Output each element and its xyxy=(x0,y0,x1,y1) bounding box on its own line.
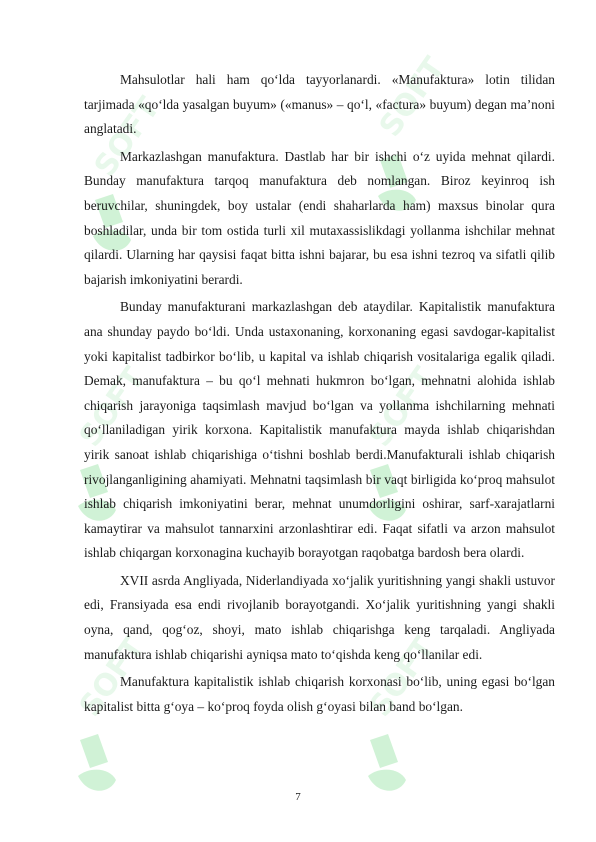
document-body xyxy=(84,68,555,722)
paragraph: Bunday manufakturani markazlashgan deb ataydilar. Kapitalistik manufaktura ana shunday paydo bo‘ldi. Unda ustaxonaning, korxonaning egasi savdogar-kapitalist yoki kapitalist tadbirkor bo‘lib, u kapital va ishlab chiqarish vositalariga egalik qiladi. Demak, manufaktura – bu qo‘l mehnati hukmron bo‘lgan, mehnatni alohida ishlab chiqarish jarayoniga taqsimlash mavjud bo‘lgan va yollanma ishchilarning mehnati qo‘llaniladigan yirik korxona. Kapitalistik manufaktura mayda ishlab chiqarishdan yirik sanoat ishlab chiqarishiga o‘tishni boshlab berdi.Manufakturali ishlab chiqarish rivojlanganligining ahamiyati. Mehnatni taqsimlash bir vaqt birligida ko‘proq mahsulot ishlab chiqarish imkoniyatini berar, mehnat unumdorligini oshirar, sarf-xarajatlarni kamaytirar va mahsulot tannarxini arzonlashtirar edi. Faqat sifatli va arzon mahsulot ishlab chiqargan korxonagina kuchayib borayotgan raqobatga bardosh bera olardi. xyxy=(84,299,555,561)
paragraph: XVII asrda Angliyada, Niderlandiyada xo‘jalik yuritishning yangi shakli ustuvor edi, Fransiyada esa endi rivojlanib borayotgandi. Xo‘jalik yuritishning yangi shakli oyna, qand, qog‘oz, shoyi, mato ishlab chiqarishga keng tarqaladi. Angliyada manufaktura ishlab chiqarishi ayniqsa mato to‘qishda keng qo‘llanilar edi. xyxy=(84,572,555,662)
page-number: 7 xyxy=(295,791,301,803)
paragraph: Markazlashgan manufaktura. Dastlab har bir ishchi o‘z uyida mehnat qilardi. Bunday manufaktura tarqoq manufaktura deb nomlangan. Biroz keyinroq ish beruvchilar, shuningdek, boy ustalar (endi shaharlarda ham) maxsus binolar qura boshladilar, unda bir tom ostida turli xil mutaxassislikdagi yollanma ishchilar mehnat qilardi. Ularning har qaysisi faqat bitta ishni bajarar, bu esa ishni tezroq va sifatli qilib bajarish imkoniyatini berardi. xyxy=(84,148,555,287)
paragraph: Mahsulotlar hali ham qo‘lda tayyorlanardi. «Manufaktura» lotin tilidan tarjimada «qo‘lda yasalgan buyum» («manus» – qo‘l, «factura» buyum) degan ma’noni anglatadi. xyxy=(84,72,555,137)
paragraph: Manufaktura kapitalistik ishlab chiqarish korxonasi bo‘lib, uning egasi bo‘lgan kapitalist bitta g‘oya – ko‘proq foyda olish g‘oyasi bilan band bo‘lgan. xyxy=(84,674,555,714)
